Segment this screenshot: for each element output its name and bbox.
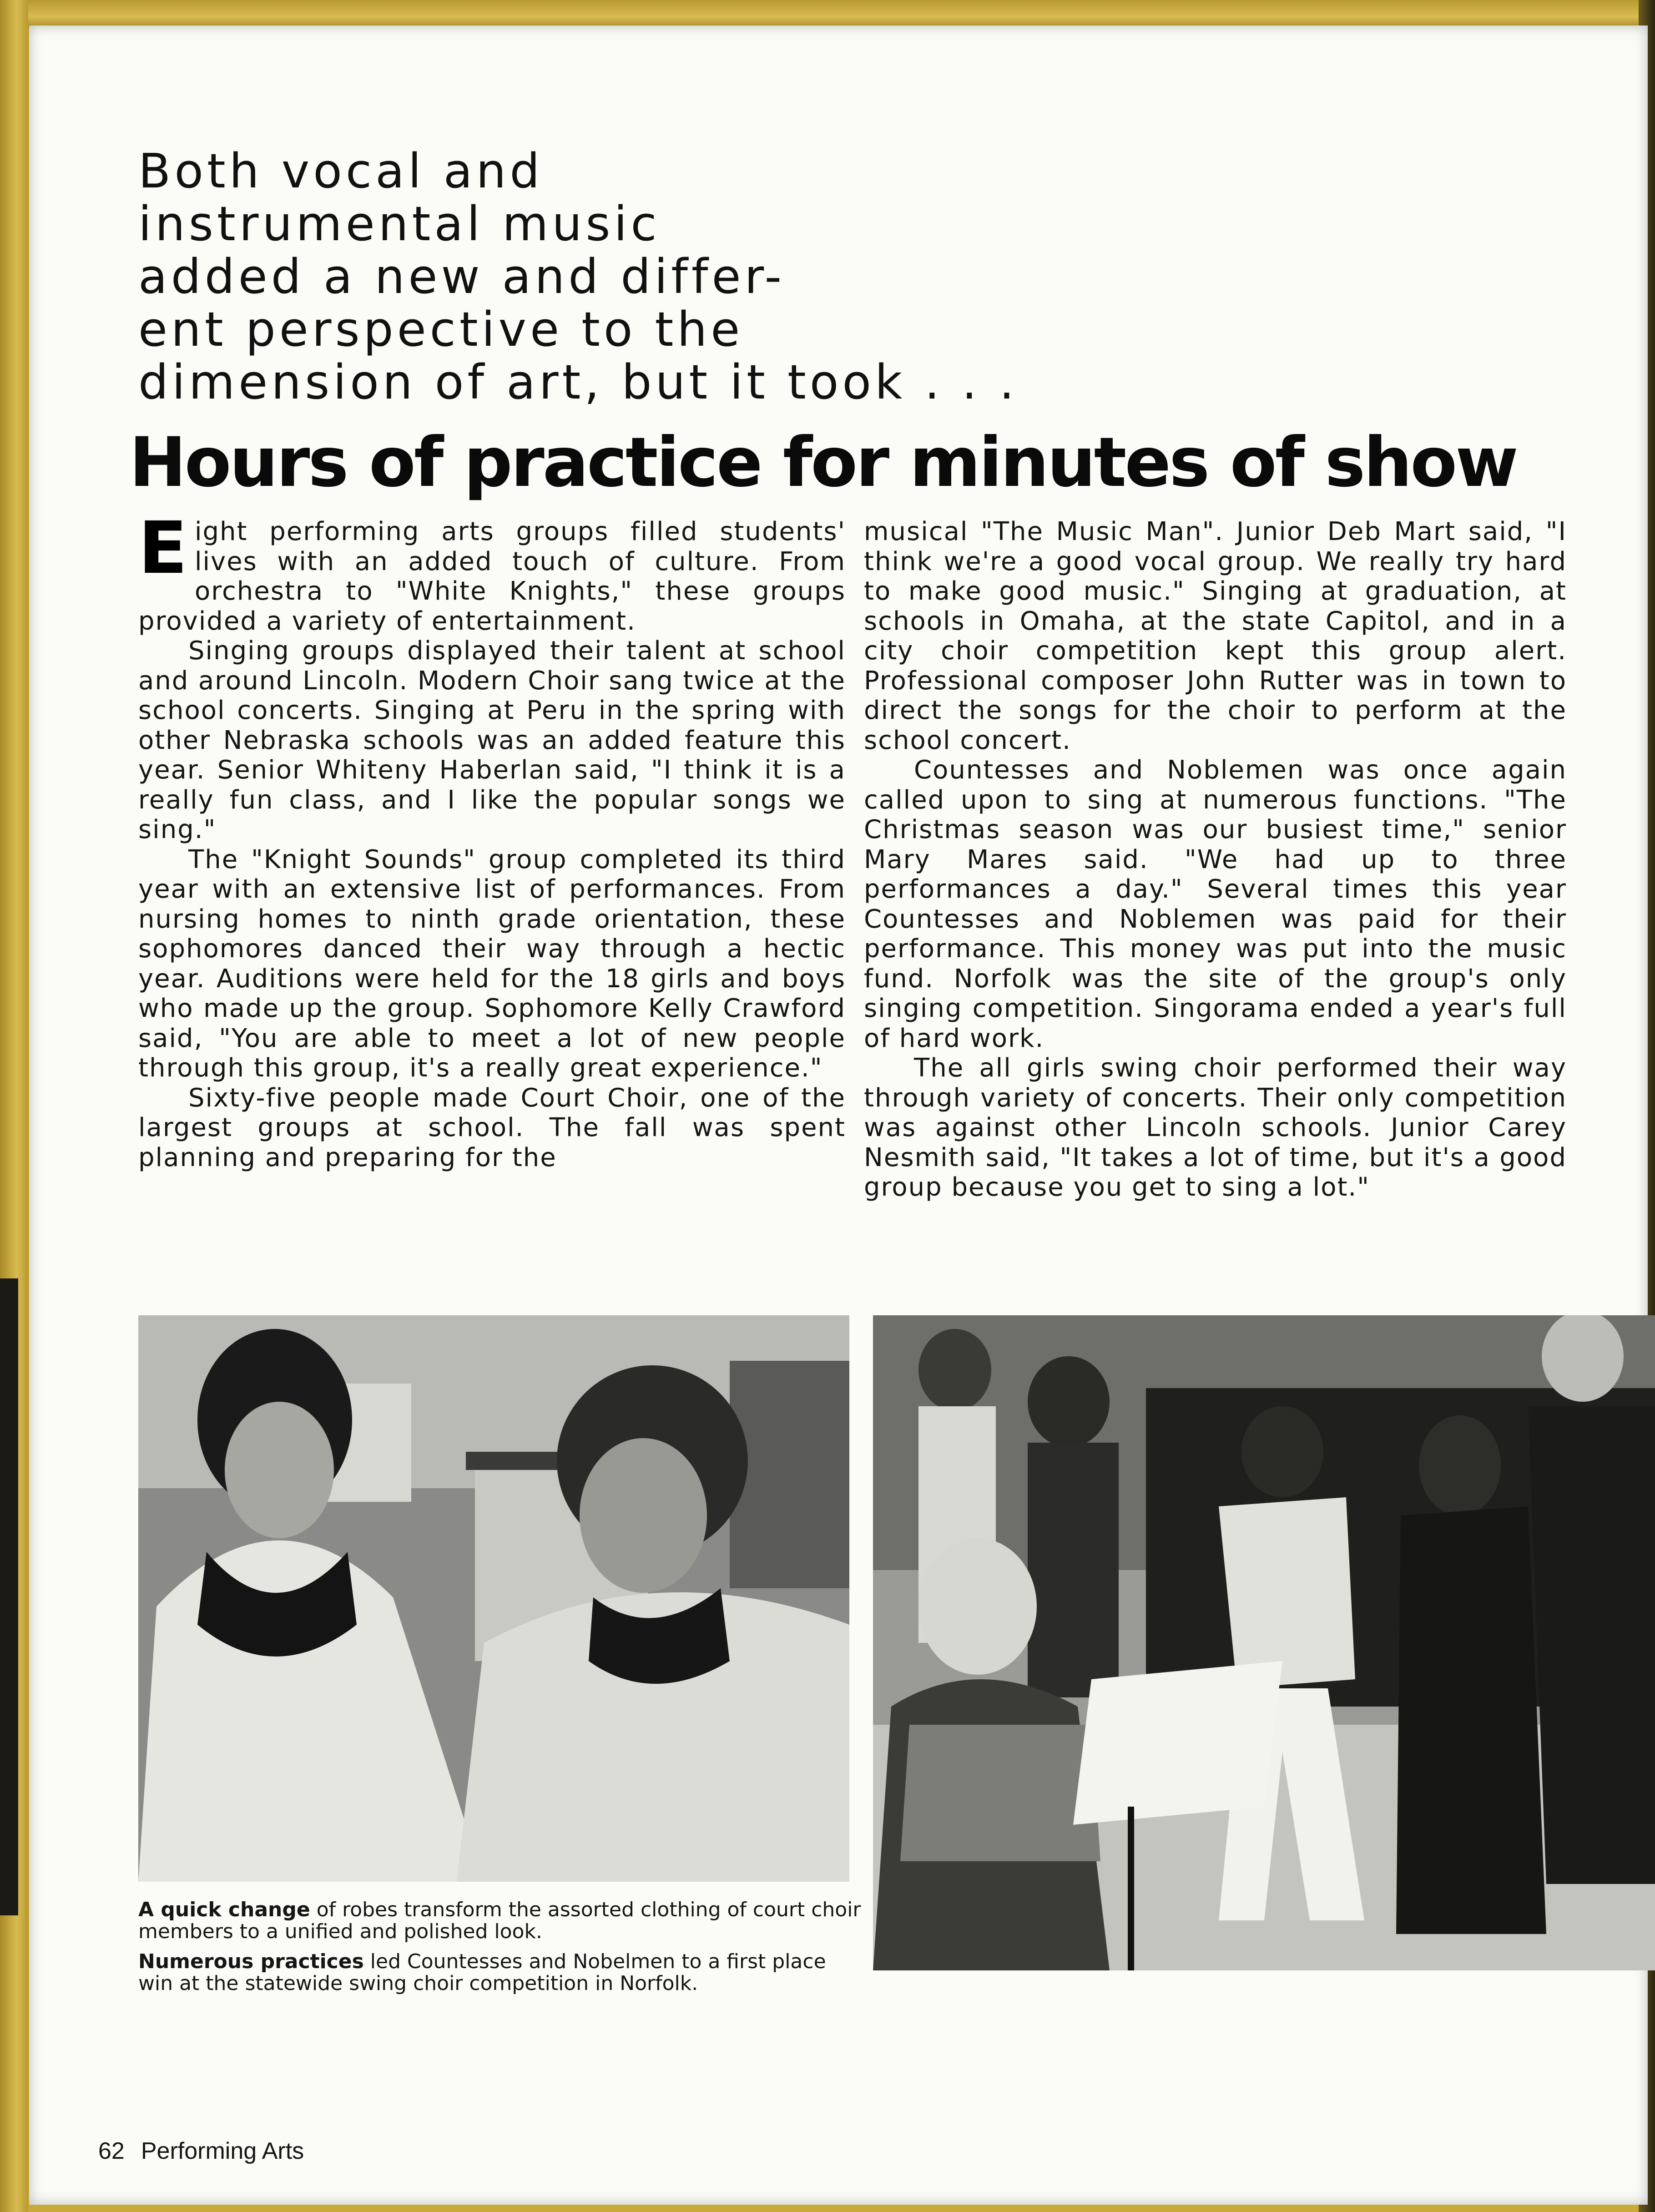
intro-line: added a new and differ- <box>138 249 786 304</box>
article-paragraph: The all girls swing choir performed their way through variety of concerts. Their only competition was against other Lincoln schools. Junior Carey Nesmith said, "It takes a lot of time, but it's a good group because you get to sing a lot." <box>864 1053 1567 1202</box>
page-number: 62 <box>98 2138 125 2164</box>
intro-line: instrumental music <box>138 196 661 252</box>
page-headline: Hours of practice for minutes of show <box>129 423 1517 502</box>
page-folio <box>98 2137 304 2165</box>
caption-text: of robes transform the assorted clothing of court choir members to a unified and polished look. <box>138 1898 861 1943</box>
article-paragraph: musical "The Music Man". Junior Deb Mart said, "I think we're a good vocal group. We really try hard to make good music." Singing at graduation, at schools in Omaha, at the state Capitol, and in a city choir competition kept this group alert. Professional composer John Rutter was in town to direct the songs for the choir to perform at the school concert. <box>864 517 1567 755</box>
yearbook-page <box>29 25 1648 2205</box>
caption <box>138 1951 862 1995</box>
caption-lead: A quick change <box>138 1898 310 1921</box>
drop-cap: E <box>138 506 188 590</box>
article-column-1 <box>138 506 846 1172</box>
binder-left-edge <box>0 0 28 2212</box>
photo-choir-robes <box>138 1315 849 1882</box>
caption-lead: Numerous practices <box>138 1950 364 1973</box>
article-paragraph: Countesses and Noblemen was once again called upon to sing at numerous functions. "The Christmas season was our busiest time," senior Mary Mares said. "We had up to three performances a day." Several times this year Countesses and Noblemen was paid for their performance. This money was put into the music fund. Norfolk was the site of the group's only singing competition. Singorama ended a year's full of hard work. <box>864 755 1567 1053</box>
article-paragraph: Singing groups displayed their talent at school and around Lincoln. Modern Choir sang twice at the school concerts. Singing at Peru in the spring with other Nebraska schools was an added feature this year. Senior Whiteny Haberlan said, "I think it is a really fun class, and I like the popular songs we sing." <box>138 636 846 844</box>
intro-line: ent perspective to the <box>138 302 744 357</box>
photo-captions <box>138 1899 862 2003</box>
intro-kicker <box>138 145 1321 409</box>
caption-text: led Countesses and Nobelmen to a first place win at the statewide swing choir competition in Norfolk. <box>138 1950 826 1995</box>
article-paragraph: The "Knight Sounds" group completed its third year with an extensive list of performances. From nursing homes to ninth grade orientation, these sophomores danced their way through a hectic year. Auditions were held for the 18 girls and boys who made up the group. Sophomore Kelly Crawford said, "You are able to meet a lot of new people through this group, it's a really great experience." <box>138 844 846 1083</box>
article-column-2 <box>864 517 1567 1202</box>
binder-shadow <box>0 1278 18 1915</box>
paragraph-text: ight performing arts groups filled students' lives with an added touch of culture. From orchestra to "White Knights," these groups provided a variety of entertainment. <box>138 517 846 636</box>
article-paragraph <box>138 506 846 636</box>
photo-swing-choir-practice <box>873 1315 1655 1970</box>
intro-line: dimension of art, but it took . . . <box>138 354 1018 410</box>
intro-line: Both vocal and <box>138 143 544 199</box>
section-name: Performing Arts <box>141 2138 304 2164</box>
article-paragraph: Sixty-five people made Court Choir, one of the largest groups at school. The fall was spent planning and preparing for the <box>138 1083 846 1172</box>
caption <box>138 1899 862 1943</box>
binder-top-edge <box>0 0 1655 28</box>
